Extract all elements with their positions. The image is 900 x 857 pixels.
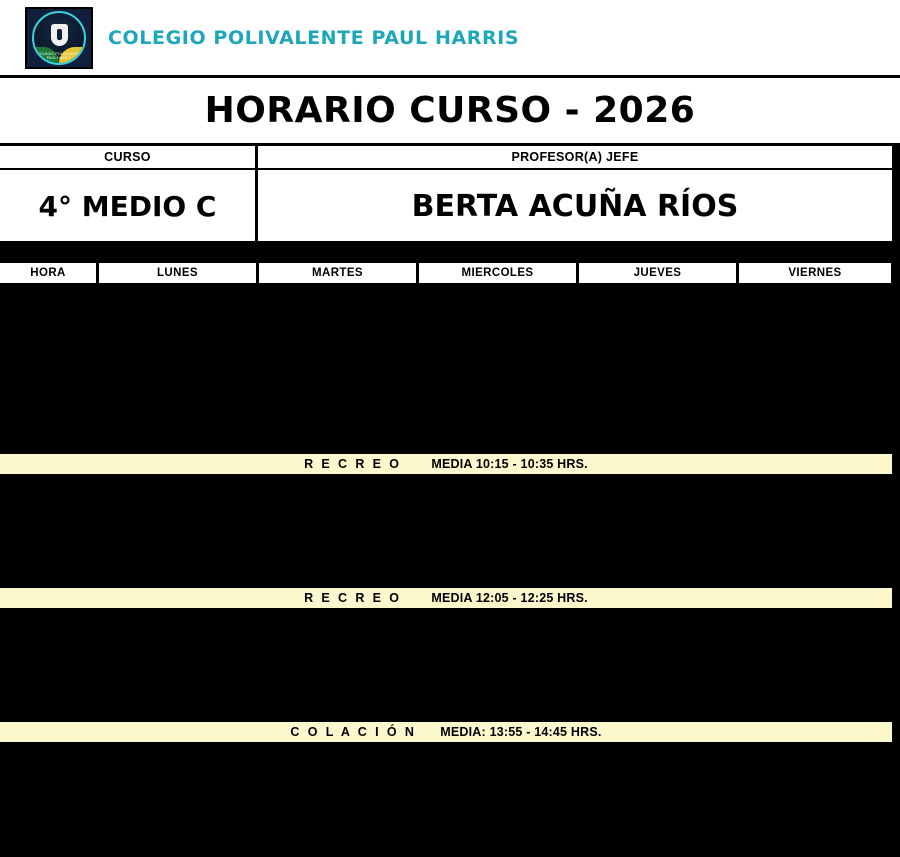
course-info-labels <box>0 146 900 170</box>
break-2-time: MEDIA 12:05 - 12:25 HRS. <box>431 591 588 605</box>
column-header-viernes: VIERNES <box>739 263 899 283</box>
break-1-time: MEDIA 10:15 - 10:35 HRS. <box>431 457 588 471</box>
course-info-block <box>0 146 900 244</box>
logo-arc-text: COLEGIO POLIVALENTE PAUL HARRIS <box>37 51 81 60</box>
break-2-label: R E C R E O <box>304 591 402 605</box>
school-name: COLEGIO POLIVALENTE PAUL HARRIS <box>108 26 520 49</box>
column-header-hora: HORA <box>0 263 99 283</box>
lunch-label: C O L A C I Ó N <box>290 725 417 739</box>
school-logo <box>24 7 94 69</box>
break-row-1 <box>0 454 892 474</box>
column-header-jueves: JUEVES <box>579 263 739 283</box>
logo-ring <box>32 11 86 65</box>
title-row <box>0 78 900 146</box>
logo-shield-icon <box>51 24 68 46</box>
column-header-miercoles: MIERCOLES <box>419 263 579 283</box>
course-label: CURSO <box>0 146 258 168</box>
day-header-row <box>0 263 900 283</box>
lunch-row <box>0 722 892 742</box>
break-row-2 <box>0 588 892 608</box>
course-value: 4° MEDIO C <box>0 170 258 243</box>
teacher-value: BERTA ACUÑA RÍOS <box>258 170 900 243</box>
page-title: HORARIO CURSO - 2026 <box>204 90 696 131</box>
page-header <box>0 0 900 78</box>
teacher-label: PROFESOR(A) JEFE <box>258 146 900 168</box>
lunch-time: MEDIA: 13:55 - 14:45 HRS. <box>440 725 602 739</box>
column-header-martes: MARTES <box>259 263 419 283</box>
course-info-values <box>0 170 900 243</box>
break-1-label: R E C R E O <box>304 457 402 471</box>
logo-icon <box>25 7 93 69</box>
column-header-lunes: LUNES <box>99 263 259 283</box>
